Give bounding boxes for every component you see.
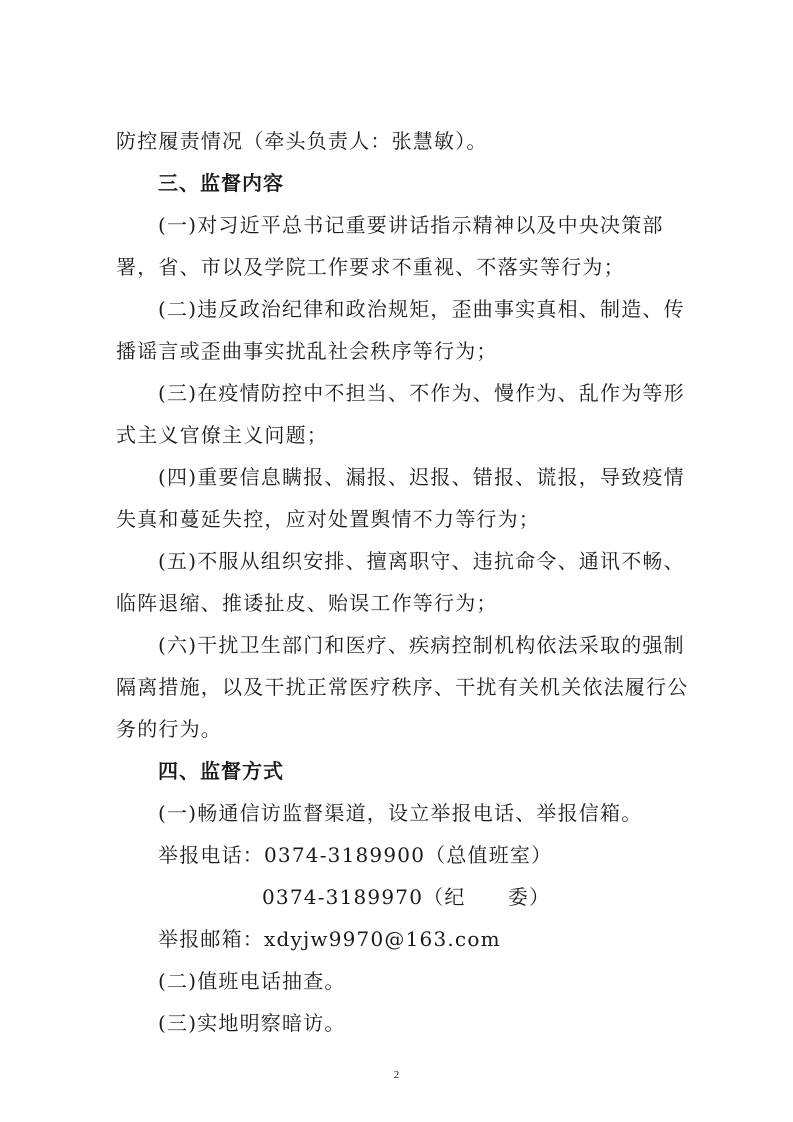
paragraph-line: (三)在疫情防控中不担当、不作为、慢作为、乱作为等形: [158, 381, 685, 405]
section-heading-supervision-method: 四、监督方式: [158, 759, 284, 783]
paragraph-line: 临阵退缩、推诿扯皮、贻误工作等行为；: [116, 591, 498, 615]
paragraph-line: (三)实地明察暗访。: [158, 1011, 346, 1035]
paragraph-line: (一)畅通信访监督渠道，设立举报电话、举报信箱。: [158, 801, 643, 825]
paragraph-line: 失真和蔓延失控，应对处置舆情不力等行为；: [116, 507, 540, 531]
paragraph-line: 署，省、市以及学院工作要求不重视、不落实等行为；: [116, 255, 625, 279]
paragraph-line: (二)值班电话抽查。: [158, 969, 346, 993]
paragraph-line: 播谣言或歪曲事实扰乱社会秩序等行为；: [116, 339, 498, 363]
report-phone-line: 举报电话：0374-3189900（总值班室）: [158, 843, 553, 867]
paragraph-line: (四)重要信息瞒报、漏报、迟报、错报、谎报，导致疫情: [158, 465, 685, 489]
paragraph-line: 式主义官僚主义问题；: [116, 423, 328, 447]
report-email-line: 举报邮箱：xdyjw9970@163.com: [158, 927, 501, 951]
report-phone-line-2: 0374-3189970（纪 委）: [262, 885, 551, 909]
paragraph-line: 务的行为。: [116, 717, 222, 741]
paragraph-line: (六)干扰卫生部门和医疗、疾病控制机构依法采取的强制: [158, 633, 685, 657]
paragraph-line: (五)不服从组织安排、擅离职守、违抗命令、通讯不畅、: [158, 549, 685, 573]
page-number: 2: [393, 1069, 400, 1081]
paragraph-line: 防控履责情况（牵头负责人：张慧敏）。: [116, 129, 488, 153]
paragraph-line: (一)对习近平总书记重要讲话指示精神以及中央决策部: [158, 213, 664, 237]
paragraph-line: (二)违反政治纪律和政治规矩，歪曲事实真相、制造、传: [158, 297, 685, 321]
paragraph-line: 隔离措施，以及干扰正常医疗秩序、干扰有关机关依法履行公: [116, 675, 689, 699]
section-heading-supervision-content: 三、监督内容: [158, 171, 284, 195]
